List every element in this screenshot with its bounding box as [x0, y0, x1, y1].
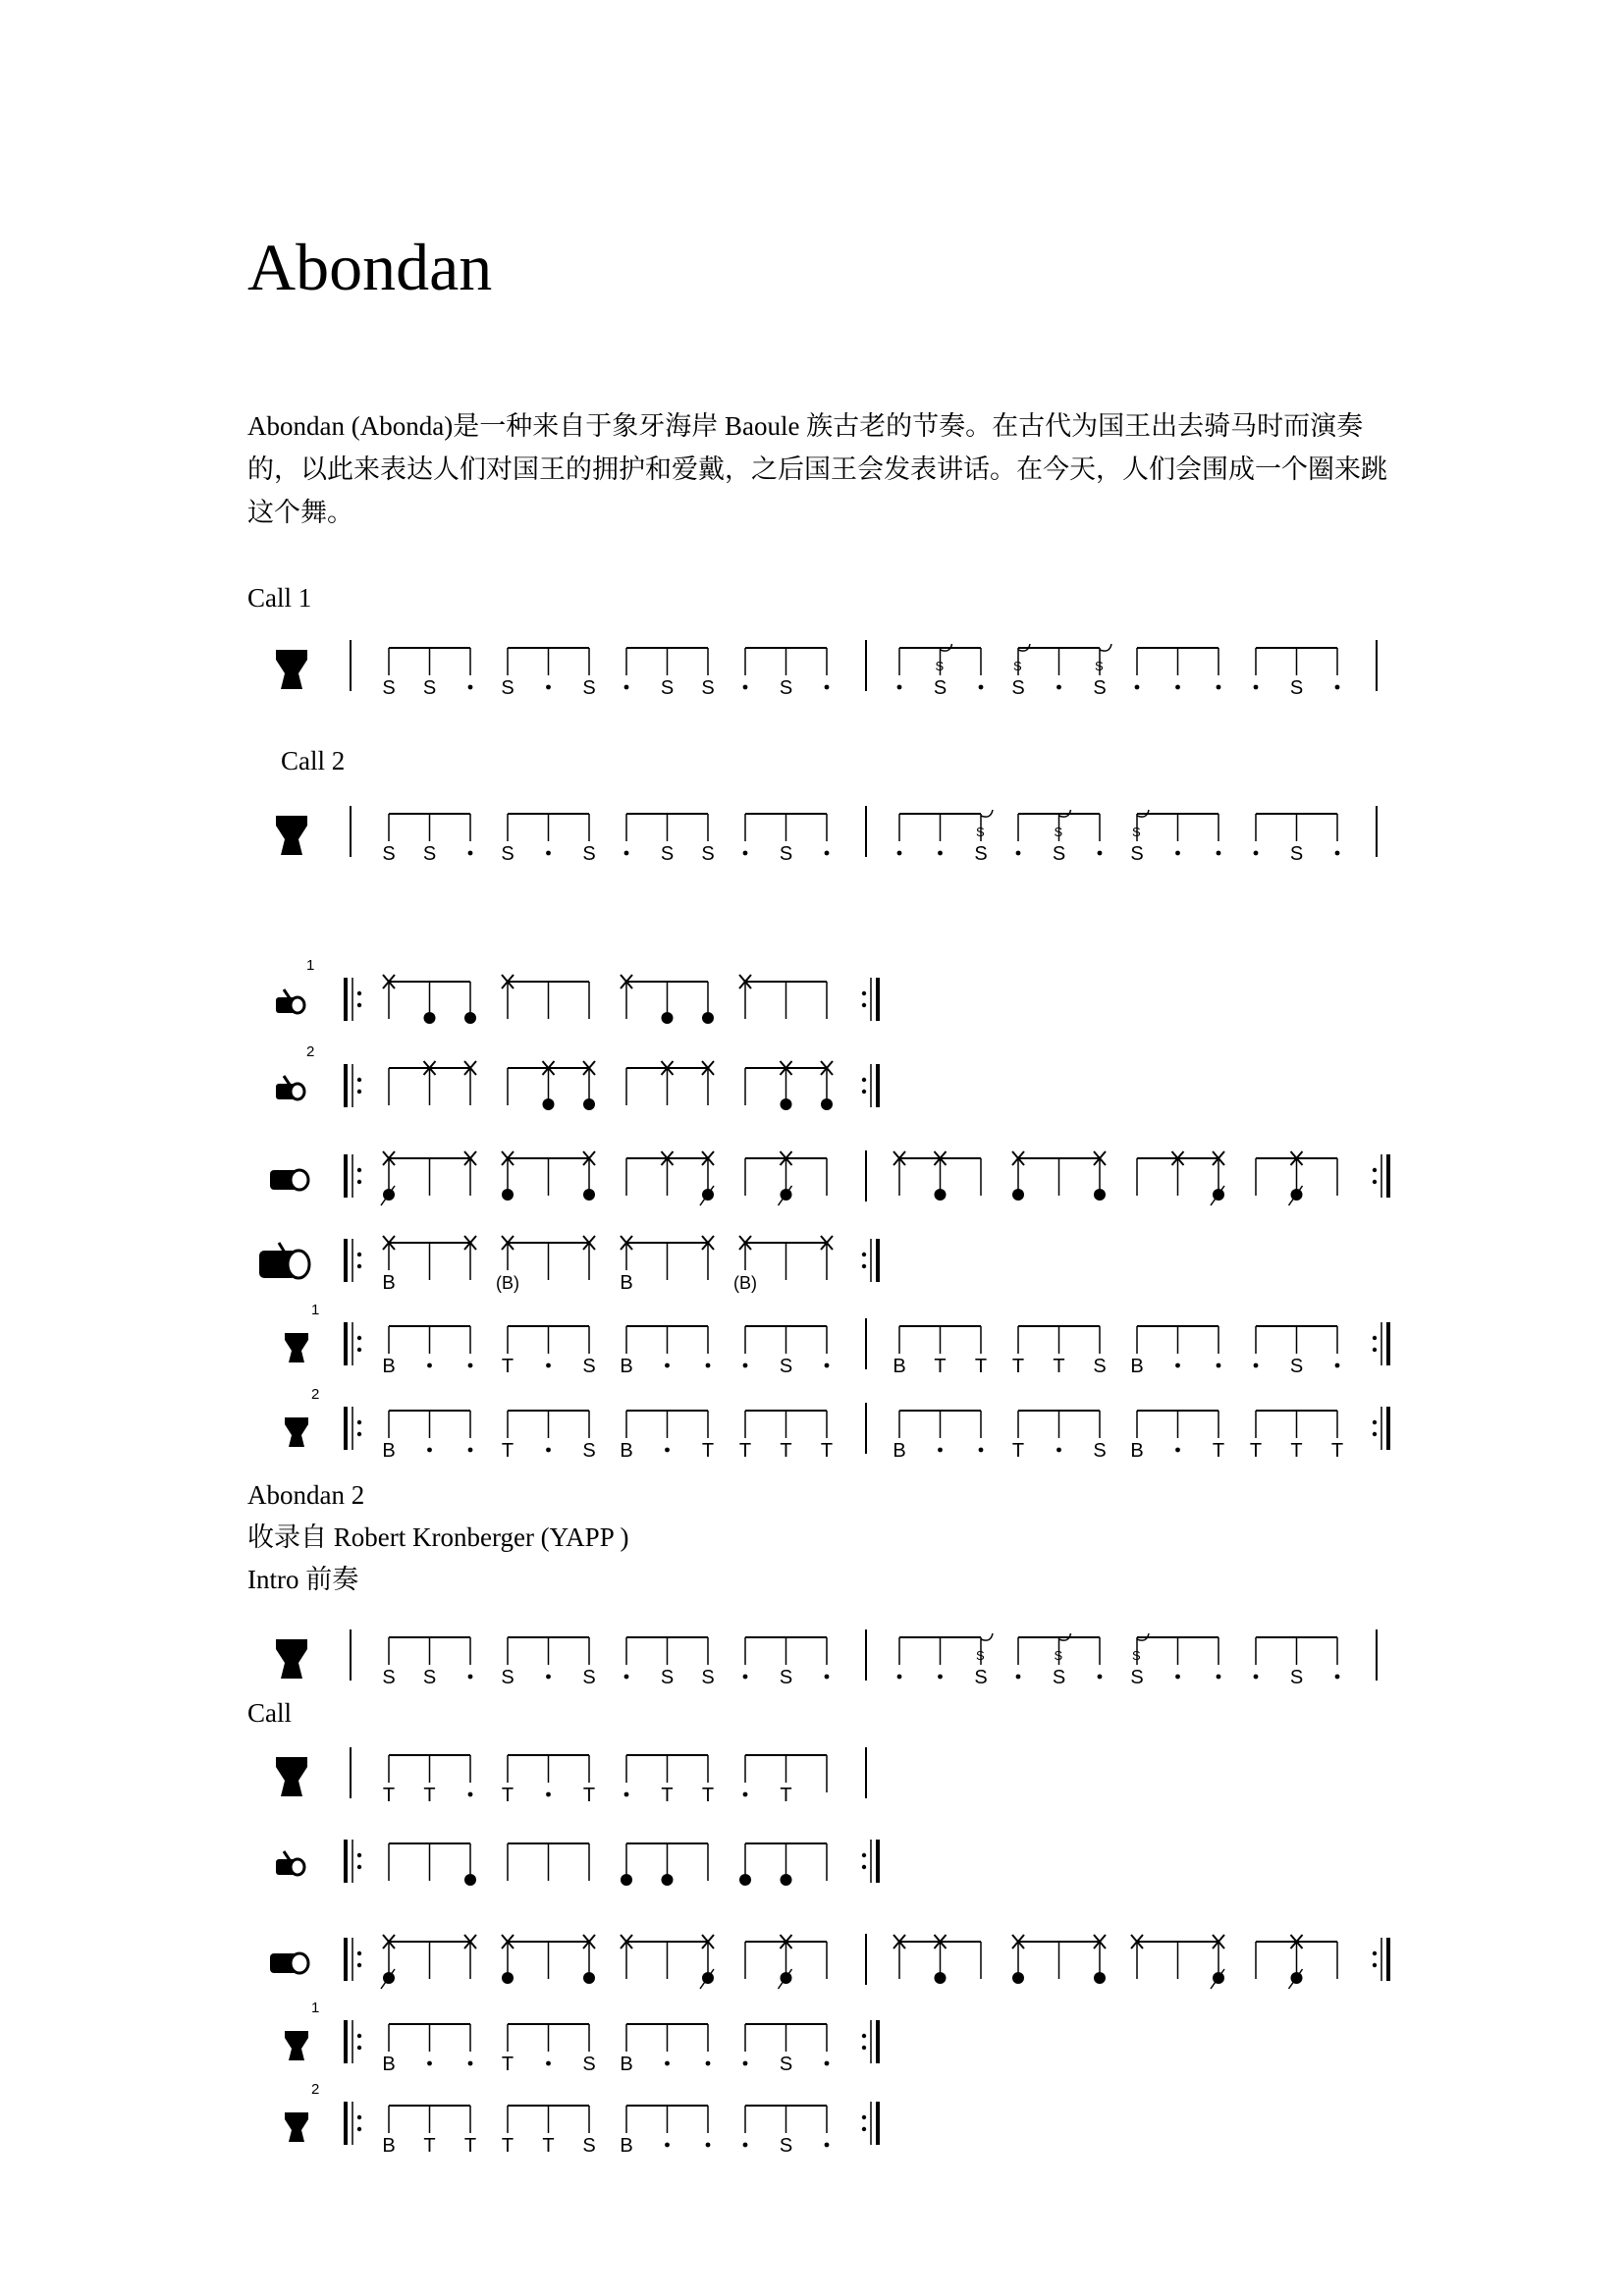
stroke-letter: S [501, 677, 514, 699]
closed-stroke-dot [935, 1189, 947, 1201]
rest-dot [624, 1792, 629, 1797]
rest-dot [1135, 685, 1140, 690]
stroke-letter: T [382, 1785, 396, 1806]
stroke-letter: S [501, 843, 514, 865]
repeat-dot [357, 1168, 361, 1172]
rest-dot [1016, 851, 1021, 856]
flam-tail [981, 810, 993, 817]
stroke-letter: T [1249, 1440, 1263, 1462]
instrument-number: 1 [311, 2000, 320, 2016]
rest-dot [624, 1675, 629, 1680]
rest-dot [1217, 1675, 1221, 1680]
repeat-dot [862, 1253, 866, 1256]
rest-dot [825, 851, 830, 856]
closed-stroke-dot [662, 1012, 674, 1024]
section-label-call-1: Call 1 [247, 583, 312, 613]
repeat-dot [357, 1264, 361, 1268]
stroke-letter: S [779, 2135, 793, 2157]
flam-grace-note: S [1013, 659, 1022, 673]
stroke-letter: T [423, 2135, 436, 2157]
repeat-dot [862, 2046, 866, 2050]
stroke-letter: T [738, 1440, 752, 1462]
rest-dot [468, 1363, 473, 1368]
stroke-letter: S [779, 1667, 793, 1688]
stroke-letter: S [582, 677, 596, 699]
repeat-dot [357, 1003, 361, 1007]
stroke-letter: T [582, 1785, 596, 1806]
staff-row-call-djembe-2 [285, 2081, 878, 2157]
stroke-letter: S [582, 1356, 596, 1377]
repeat-dot [1373, 1180, 1377, 1184]
rest-dot [1056, 685, 1061, 690]
stroke-letter: T [463, 2135, 477, 2157]
rest-dot [468, 1792, 473, 1797]
djembe-icon-shape [276, 1639, 307, 1679]
closed-stroke-dot [1012, 1189, 1024, 1201]
closed-stroke-dot [781, 1098, 792, 1110]
repeat-dot [1373, 1168, 1377, 1172]
closed-stroke-dot [1094, 1972, 1106, 1984]
rest-dot [665, 1363, 670, 1368]
stroke-letter: T [1212, 1440, 1225, 1462]
rest-dot [1217, 1363, 1221, 1368]
staff-row-djembe-2 [285, 1386, 1388, 1462]
staff-row-dundunba [259, 1236, 878, 1294]
rest-dot [468, 2061, 473, 2066]
rest-dot [546, 1675, 551, 1680]
sangban-icon-head [291, 1170, 308, 1190]
stroke-letter: S [1052, 843, 1066, 865]
staff-row-call-djembe [276, 1747, 866, 1806]
page-title: Abondan [247, 230, 493, 304]
stroke-letter: B [382, 2135, 396, 2157]
repeat-dot [862, 2115, 866, 2119]
repeat-dot [357, 1853, 361, 1857]
closed-stroke-dot [464, 1874, 476, 1886]
flam-grace-note: S [1132, 1648, 1141, 1663]
staff-row-kenkeni-1 [276, 957, 878, 1024]
stroke-letter: T [423, 1785, 436, 1806]
stroke-letter: S [382, 677, 396, 699]
rhythm-description: Abondan (Abonda)是一种来自于象牙海岸 Baoule 族古老的节奏。在古代为国王出去骑马时而演奏的，以此来表达人们对国王的拥护和爱戴，之后国王会发表讲话。在今天，人们会围成一个圈来跳这个舞。 [247, 411, 1387, 527]
rest-dot [427, 2061, 432, 2066]
section-label-call: Call [247, 1698, 292, 1728]
stroke-letter: S [382, 1667, 396, 1688]
repeat-dot [357, 1180, 361, 1184]
stroke-letter: T [1053, 1356, 1065, 1377]
repeat-dot [357, 2115, 361, 2119]
rest-dot [979, 685, 984, 690]
rest-dot [546, 1448, 551, 1453]
closed-stroke-dot [1094, 1189, 1106, 1201]
rest-dot [1254, 1675, 1259, 1680]
stroke-letter: B [893, 1356, 906, 1377]
stroke-letter: S [422, 1667, 437, 1688]
rest-dot [546, 685, 551, 690]
stroke-letter: B [620, 1356, 633, 1377]
instrument-number: 1 [311, 1302, 320, 1318]
rest-dot [665, 1448, 670, 1453]
closed-stroke-dot [583, 1189, 595, 1201]
rest-dot [1335, 1675, 1340, 1680]
rest-dot [743, 685, 748, 690]
stroke-letter: S [1289, 1356, 1304, 1377]
closed-stroke-dot [739, 1874, 751, 1886]
repeat-dot [862, 1865, 866, 1869]
rest-dot [468, 1448, 473, 1453]
rest-dot [897, 685, 902, 690]
small-djembe-icon-shape [285, 2112, 308, 2142]
stroke-letter: T [1011, 1356, 1025, 1377]
repeat-dot [1373, 1432, 1377, 1436]
stroke-letter: S [779, 843, 793, 865]
stroke-letter: S [779, 677, 793, 699]
stroke-letter: T [501, 1440, 514, 1462]
stroke-letter: S [582, 2054, 596, 2075]
rest-dot [427, 1363, 432, 1368]
stroke-letter: T [501, 1356, 514, 1377]
stroke-letter: S [1289, 1667, 1304, 1688]
stroke-letter: S [501, 1667, 514, 1688]
stroke-letter: T [974, 1356, 988, 1377]
rest-dot [1175, 1363, 1180, 1368]
repeat-dot [862, 1078, 866, 1082]
rest-dot [706, 2143, 711, 2148]
staff-row-sangban [270, 1150, 1388, 1205]
repeat-dot [862, 1264, 866, 1268]
stroke-letter: T [701, 1785, 715, 1806]
repeat-dot [357, 1963, 361, 1967]
staff-row-call-djembe-1 [285, 2000, 878, 2075]
stroke-letter: B [1130, 1440, 1144, 1462]
kenkeni-icon-stick [284, 989, 290, 998]
rest-dot [1254, 685, 1259, 690]
repeat-dot [357, 991, 361, 995]
staff-row-call1-djembe [276, 640, 1377, 699]
rest-dot [825, 1675, 830, 1680]
rest-dot [979, 1448, 984, 1453]
rest-dot [665, 2061, 670, 2066]
repeat-dot [357, 1336, 361, 1340]
repeat-dot [357, 2034, 361, 2038]
rest-dot [427, 1448, 432, 1453]
repeat-dot [862, 1003, 866, 1007]
staff-row-call-kenkeni [276, 1840, 878, 1886]
djembe-icon-shape [276, 1757, 307, 1796]
rest-dot [743, 1792, 748, 1797]
staff-row-call2-djembe [276, 806, 1377, 865]
flam-grace-note: S [976, 1648, 985, 1663]
stroke-letter: S [933, 677, 947, 699]
stroke-letter: T [1011, 1440, 1025, 1462]
flam-grace-note: S [1054, 1648, 1063, 1663]
repeat-dot [1373, 1951, 1377, 1955]
rest-dot [825, 685, 830, 690]
stroke-letter: B [620, 1272, 633, 1294]
kenkeni-icon-head [291, 997, 304, 1013]
rest-dot [468, 1675, 473, 1680]
closed-stroke-dot [464, 1012, 476, 1024]
repeat-dot [862, 2034, 866, 2038]
section-label-abondan-2: Abondan 2 [247, 1480, 365, 1510]
repeat-dot [357, 1253, 361, 1256]
djembe-icon-shape [276, 650, 307, 689]
closed-stroke-dot [621, 1874, 632, 1886]
stroke-letter: B [620, 2135, 633, 2157]
small-djembe-icon-shape [285, 1417, 308, 1447]
stroke-letter: T [780, 1440, 792, 1462]
stroke-letter: T [501, 1785, 514, 1806]
stroke-letter: S [974, 1667, 988, 1688]
rest-dot [468, 851, 473, 856]
repeat-dot [357, 2046, 361, 2050]
repeat-dot [1373, 1348, 1377, 1352]
instrument-number: 2 [311, 1386, 320, 1403]
flam-grace-note: S [1054, 825, 1063, 839]
flam-grace-note: S [935, 659, 945, 673]
stroke-letter: S [701, 843, 715, 865]
rest-dot [743, 851, 748, 856]
kenkeni-icon-head [291, 1859, 304, 1875]
closed-stroke-dot [502, 1189, 514, 1201]
rest-dot [743, 2143, 748, 2148]
stroke-letter: S [582, 1667, 596, 1688]
rest-dot [468, 685, 473, 690]
stroke-letter: T [501, 2135, 514, 2157]
instrument-number: 1 [306, 957, 315, 974]
stroke-letter: S [582, 843, 596, 865]
repeat-dot [357, 1951, 361, 1955]
stroke-letter: (B) [733, 1273, 757, 1293]
stroke-letter: B [382, 1356, 396, 1377]
repeat-dot [1373, 1420, 1377, 1424]
stroke-letter: S [1289, 677, 1304, 699]
stroke-letter: S [582, 2135, 596, 2157]
staff-row-kenkeni-2 [276, 1043, 878, 1110]
rest-dot [938, 851, 943, 856]
stroke-letter: T [701, 1440, 715, 1462]
stroke-letter: S [660, 843, 675, 865]
stroke-letter: B [382, 2054, 396, 2075]
rest-dot [743, 1363, 748, 1368]
flam-tail [1100, 644, 1111, 651]
rest-dot [1175, 685, 1180, 690]
rest-dot [825, 1363, 830, 1368]
rest-dot [665, 2143, 670, 2148]
stroke-letter: (B) [496, 1273, 519, 1293]
staff-row-intro-djembe [276, 1629, 1377, 1688]
repeat-dot [1373, 1336, 1377, 1340]
rest-dot [1175, 1675, 1180, 1680]
closed-stroke-dot [583, 1972, 595, 1984]
rest-dot [1175, 1448, 1180, 1453]
closed-stroke-dot [781, 1874, 792, 1886]
rest-dot [1335, 1363, 1340, 1368]
stroke-letter: S [582, 1440, 596, 1462]
stroke-letter: T [820, 1440, 834, 1462]
stroke-letter: S [1130, 843, 1144, 865]
rest-dot [938, 1675, 943, 1680]
repeat-dot [357, 1432, 361, 1436]
rest-dot [546, 1363, 551, 1368]
repeat-dot [357, 1865, 361, 1869]
stroke-letter: B [893, 1440, 906, 1462]
closed-stroke-dot [1012, 1972, 1024, 1984]
stroke-letter: T [661, 1785, 674, 1806]
stroke-letter: B [620, 1440, 633, 1462]
rest-dot [1335, 851, 1340, 856]
repeat-dot [1373, 1963, 1377, 1967]
repeat-dot [862, 991, 866, 995]
dundunba-icon-head [288, 1251, 309, 1278]
kenkeni-icon-stick [284, 1851, 290, 1860]
rest-dot [743, 1675, 748, 1680]
stroke-letter: T [542, 2135, 555, 2157]
repeat-dot [357, 1078, 361, 1082]
rest-dot [1056, 1448, 1061, 1453]
stroke-letter: S [974, 843, 988, 865]
rest-dot [1254, 1363, 1259, 1368]
rest-dot [1098, 851, 1103, 856]
rest-dot [1098, 1675, 1103, 1680]
section-label-call-2: Call 2 [281, 746, 346, 775]
flam-grace-note: S [1095, 659, 1104, 673]
kenkeni-icon-head [291, 1084, 304, 1099]
stroke-letter: B [382, 1440, 396, 1462]
rest-dot [546, 851, 551, 856]
stroke-letter: T [934, 1356, 947, 1377]
closed-stroke-dot [662, 1874, 674, 1886]
instrument-number: 2 [311, 2081, 320, 2098]
rest-dot [1217, 685, 1221, 690]
closed-stroke-dot [702, 1012, 714, 1024]
stroke-letter: S [1011, 677, 1025, 699]
stroke-letter: S [1093, 1356, 1107, 1377]
rest-dot [825, 2061, 830, 2066]
kenkeni-icon-stick [284, 1076, 290, 1085]
closed-stroke-dot [424, 1012, 436, 1024]
rest-dot [1016, 1675, 1021, 1680]
repeat-dot [862, 2127, 866, 2131]
stroke-letter: S [701, 677, 715, 699]
stroke-letter: S [382, 843, 396, 865]
stroke-letter: S [779, 1356, 793, 1377]
stroke-letter: T [1290, 1440, 1303, 1462]
closed-stroke-dot [821, 1098, 833, 1110]
small-djembe-icon-shape [285, 2031, 308, 2060]
djembe-icon-shape [276, 816, 307, 855]
small-djembe-icon-shape [285, 1333, 308, 1362]
closed-stroke-dot [502, 1972, 514, 1984]
closed-stroke-dot [583, 1098, 595, 1110]
repeat-dot [357, 1348, 361, 1352]
stroke-letter: S [701, 1667, 715, 1688]
repeat-dot [357, 2127, 361, 2131]
rest-dot [546, 1792, 551, 1797]
rest-dot [1335, 685, 1340, 690]
rest-dot [938, 1448, 943, 1453]
staff-row-call-sangban [270, 1934, 1388, 1989]
stroke-letter: T [780, 1785, 792, 1806]
rest-dot [546, 2061, 551, 2066]
stroke-letter: S [422, 843, 437, 865]
stroke-letter: S [1052, 1667, 1066, 1688]
staff-row-djembe-1 [285, 1302, 1388, 1377]
flam-tail [981, 1633, 993, 1640]
repeat-dot [862, 1090, 866, 1094]
rest-dot [706, 2061, 711, 2066]
rest-dot [825, 2143, 830, 2148]
stroke-letter: T [1330, 1440, 1344, 1462]
section-label-intro: Intro 前奏 [247, 1565, 359, 1594]
repeat-dot [862, 1853, 866, 1857]
flam-grace-note: S [1132, 825, 1141, 839]
stroke-letter: S [660, 1667, 675, 1688]
rest-dot [624, 685, 629, 690]
rest-dot [743, 2061, 748, 2066]
stroke-letter: B [382, 1272, 396, 1294]
closed-stroke-dot [543, 1098, 555, 1110]
flam-grace-note: S [976, 825, 985, 839]
stroke-letter: S [1093, 1440, 1107, 1462]
stroke-letter: S [1289, 843, 1304, 865]
stroke-letter: S [422, 677, 437, 699]
instrument-number: 2 [306, 1043, 315, 1060]
transcription-credit: 收录自 Robert Kronberger (YAPP ) [247, 1522, 629, 1552]
stroke-letter: B [1130, 1356, 1144, 1377]
rest-dot [1254, 851, 1259, 856]
stroke-letter: B [620, 2054, 633, 2075]
stroke-letter: S [1093, 677, 1107, 699]
rest-dot [1175, 851, 1180, 856]
repeat-dot [357, 1420, 361, 1424]
closed-stroke-dot [935, 1972, 947, 1984]
rest-dot [897, 1675, 902, 1680]
stroke-letter: T [501, 2054, 514, 2075]
repeat-dot [357, 1090, 361, 1094]
rest-dot [624, 851, 629, 856]
rest-dot [1217, 851, 1221, 856]
stroke-letter: S [779, 2054, 793, 2075]
stroke-letter: S [1130, 1667, 1144, 1688]
rest-dot [897, 851, 902, 856]
rest-dot [706, 1363, 711, 1368]
sangban-icon-head [291, 1953, 308, 1973]
stroke-letter: S [660, 677, 675, 699]
